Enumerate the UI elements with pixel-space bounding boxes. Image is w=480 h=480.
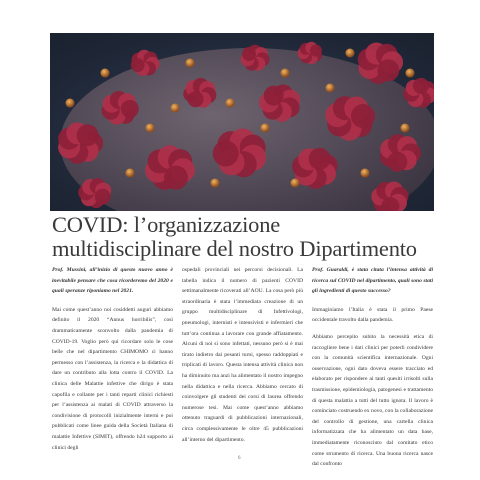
spike-tip	[66, 99, 75, 108]
column-3	[312, 265, 433, 476]
spike-tip	[281, 69, 290, 78]
spike-tip	[171, 104, 180, 113]
spike-tip	[406, 69, 415, 78]
page-number: 6	[238, 456, 241, 461]
interview-question-1: Prof. Mussini, all’inizio di questo nuovo anno è inevitabile pensare che cosa ricorderemo del 2020 e quali speranze riponiamo nel 2021.	[52, 267, 173, 295]
spike-tip	[211, 179, 220, 188]
spike-tip	[261, 124, 270, 133]
spike-tip	[346, 49, 355, 58]
article-title	[52, 213, 442, 261]
column-2	[182, 265, 303, 451]
spike-tip	[186, 59, 195, 68]
coronavirus-illustration	[50, 33, 434, 211]
title-line-1: COVID: l’organizzazione	[52, 212, 281, 237]
spike-tip	[401, 124, 410, 133]
interview-answer-2-intro: Immaginiamo l’Italia è stata il primo Paese occidentale travolto dalla pandemia.	[312, 306, 433, 324]
spike-tip	[326, 84, 335, 93]
interview-answer-2-body: Abbiamo percepito subito la necessità etica di raccogliere bene i dati clinici per poterli condividere con la comunità scientifica internazionale. Ogni osservazione, ogni dato doveva essere tracciato ed elaborato per rispondere ai tanti quesiti irrisolti sulla trasmissione, epidemiologia, patogenesi e trattamento di questa malattia a tutti del tutto ignota. Il lavoro è cominciato costruendo ex novo, con la collaborazione del controllo di gestione, una cartella clinica informatizzata che ha alimentato un data base, immediatamente riconosciuto dal comitato etico come strumento di ricerca. Una buona ricerca nasce dal confronto	[312, 333, 433, 468]
title-line-2: multidisciplinare del nostro Dipartimento	[52, 236, 417, 261]
hero-image	[50, 33, 434, 211]
spike-tip	[361, 169, 370, 178]
interview-answer-1-continued: ospedali provinciali nei percorsi decisionali. La tabella indica il numero di pazienti COVID settimanalmente ricoverati all’AOU. La cosa però più straordinaria è stata l’immediata creazione di un gruppo multidisciplinare di Infettivologi, pneumologi, internisti e intensivisti e infermieri che tutt’ora continua a lavorare con grande affiatamento. Alcuni di noi si sono infettati, nessuno però si è mai tirato indietro dai pesanti turni, spesso raddoppiati e triplicati di lavoro. Questa intensa attività clinica non ha diminuito ma anzi ha alimentato il nostro impegno nella didattica e nella ricerca. Abbiamo cercato di coinvolgere gli studenti dei corsi di laurea offrendo numerose tesi. Mai come quest’anno abbiamo ottenuto traguardi di pubblicazioni internazionali, circa complessivamente le oltre 45 pubblicazioni all’interno del dipartimento.	[182, 267, 303, 443]
spike-tip	[146, 124, 155, 133]
spike-tip	[226, 99, 235, 108]
column-1	[52, 265, 173, 459]
spike-tip	[291, 179, 300, 188]
interview-answer-1: Mai come quest’anno noi cosiddetti auguri abbiamo definito il 2020 “Annus horribilis”, così drammaticamente sconvolto dalla pandemia di COVID-19. Voglio però qui ricordare solo le cose belle che nel dipartimento CHIMOMO ci hanno permesso con l’assistenza, la ricerca e la didattica di dare un contributo alla lotta contro il COVID. La clinica delle Malattie infettive che dirigo è stata capofila e collante per i tanti reparti clinici richiesti per l’assistenza ai malati di COVID attraverso la condivisione di protocolli inizialmente interni e poi pubblicati come linee guida della Società Italiana di malattie Infettive (SIMIT), offrendo h24 supporto ai clinici degli	[52, 306, 173, 451]
interview-question-2: Prof. Guaraldi, è stata citata l’intensa attività di ricerca sul COVID nel dipartimento, quali sono stati gli ingredienti di questo successo?	[312, 267, 433, 295]
spike-tip	[101, 69, 110, 78]
spike-tip	[126, 169, 135, 178]
